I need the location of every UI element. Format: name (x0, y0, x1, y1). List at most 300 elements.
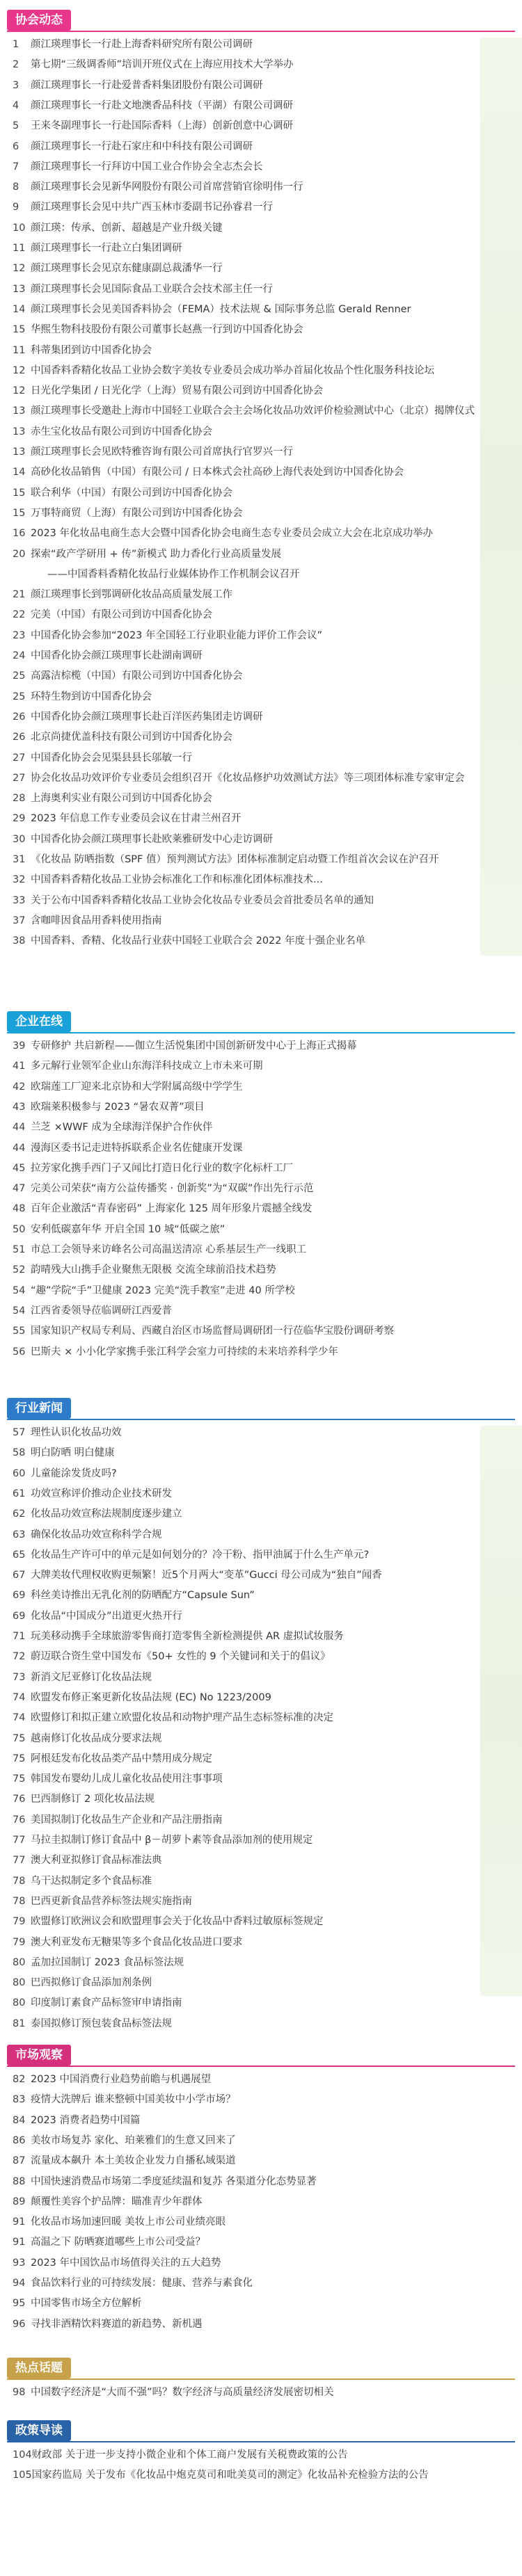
entry-title: 泰国拟修订预包装食品标签法规 (31, 2018, 172, 2029)
entry-title: 颜江瑛理事长会见美国香料协会（FEMA）技术法规 & 国际事务总监 Gerald Renner (31, 303, 411, 315)
section-title: 市场观察 (7, 2045, 71, 2066)
toc-entry[interactable] (13, 1199, 515, 1218)
page-number: 1 (13, 39, 19, 50)
page-number: 12 (13, 263, 26, 275)
toc-entry[interactable] (13, 789, 515, 808)
page-number: 20 (13, 548, 26, 560)
entry-title: 美国拟制订化妆品生产企业和产品注册指南 (31, 1814, 223, 1826)
entry-title: 多元解行业领军企业山东海洋科技成立上市未来可期 (31, 1061, 263, 1072)
toc-entry[interactable] (13, 1138, 515, 1158)
toc-entry[interactable] (13, 1342, 515, 1362)
toc-entry[interactable] (13, 137, 515, 156)
toc-entry[interactable] (13, 2192, 515, 2212)
page-number: 79 (13, 1936, 26, 1948)
toc-entry[interactable] (13, 35, 515, 54)
toc-entry[interactable] (13, 809, 515, 828)
toc-entry[interactable] (13, 1220, 515, 1239)
toc-entry[interactable] (13, 1077, 515, 1097)
entry-title: 巴西更新食品营养标签法规实施指南 (31, 1895, 192, 1907)
toc-entry[interactable] (13, 239, 515, 258)
page-number: 3 (13, 79, 19, 91)
entry-title: 颜江瑛理事长会见新华网股份有限公司首席营销官徐明伟一行 (31, 182, 303, 193)
toc-entry[interactable] (13, 300, 515, 319)
toc-entry[interactable] (13, 1993, 515, 2013)
entry-title: 探索“政产学研用 + 传”新模式 助力香化行业高质量发展 (31, 548, 281, 560)
entry-title: 完美（中国）有限公司到访中国香化协会 (31, 609, 212, 621)
page-number: 11 (13, 243, 26, 254)
toc-entry[interactable] (13, 259, 515, 278)
entry-title: 确保化妆品功效宣称科学合规 (31, 1529, 162, 1540)
entry-title: 孟加拉国制订 2023 食品标签法规 (31, 1956, 184, 1968)
toc-entry[interactable] (13, 1301, 515, 1321)
page-number: 43 (13, 1101, 26, 1113)
toc-entry[interactable] (13, 2172, 515, 2191)
page-number: 62 (13, 1508, 26, 1520)
entry-title: 美妆市场复苏 家化、珀莱雅们的生意又回来了 (31, 2134, 236, 2146)
toc-entry[interactable] (13, 911, 515, 931)
toc-entry[interactable] (13, 280, 515, 299)
page-number: 11 (13, 344, 26, 356)
entry-title: 高露洁棕榄（中国）有限公司到访中国香化协会 (31, 670, 243, 682)
page-number: 5 (13, 120, 19, 132)
toc-entry[interactable] (13, 524, 515, 543)
entry-title: 赤生宝化妆品有限公司到访中国香化协会 (31, 426, 212, 437)
entry-title: 科蒂集团到访中国香化协会 (31, 344, 152, 356)
toc-entry[interactable] (13, 2111, 515, 2130)
entry-title: 玩美移动携手全球旅游零售商打造零售全新检测提供 AR 虚拟试妆服务 (31, 1631, 344, 1642)
entry-title: 儿童能涂发货皮吗? (31, 1467, 117, 1479)
page-number: 69 (13, 1610, 26, 1622)
toc-entry[interactable] (13, 891, 515, 910)
entry-title: 华熙生物科技股份有限公司董事长赵燕一行到访中国香化协会 (31, 324, 303, 336)
toc-entry[interactable] (13, 1321, 515, 1341)
toc-entry[interactable] (13, 157, 515, 177)
entry-title: 完美公司荣获“南方公益传播奖 · 创新奖”为“双碳”作出先行示范 (31, 1183, 314, 1195)
entry-title: 食品饮料行业的可持续发展：健康、营养与素食化 (31, 2278, 253, 2289)
entry-title: 化妆品生产许可中的单元是如何划分的？冷干粉、指甲油属于什么生产单元? (31, 1549, 370, 1561)
entry-title: 明白防晒 明白健康 (31, 1447, 115, 1459)
entry-title: 中国香化协会会见渠县县长邬敏一行 (31, 752, 192, 764)
page-number: 93 (13, 2257, 26, 2269)
page-number: 75 (13, 1732, 26, 1744)
page-number: 60 (13, 1467, 26, 1479)
toc-entry[interactable] (13, 1789, 515, 1809)
toc-entry[interactable] (13, 1260, 515, 1280)
entry-title: 百年企业激活“青春密码” 上海家化 125 周年形象片震撼全线发 (31, 1203, 313, 1215)
page-number: 30 (13, 833, 26, 845)
page-number: 71 (13, 1631, 26, 1642)
toc-entry[interactable] (13, 2090, 515, 2109)
entry-title: 中国零售市场全方位解析 (31, 2298, 142, 2310)
toc-entry[interactable] (13, 462, 515, 482)
toc-entry[interactable] (13, 341, 515, 360)
toc-entry[interactable] (13, 422, 515, 442)
entry-title: 阿根廷发布化妆品类产品中禁用成分规定 (31, 1753, 212, 1764)
toc-entry[interactable] (13, 504, 515, 523)
page-number: 74 (13, 1691, 26, 1703)
toc-entry[interactable] (13, 1240, 515, 1259)
page-number: 55 (13, 1326, 26, 1337)
toc-entry[interactable] (13, 2294, 515, 2313)
page-number: 54 (13, 1305, 26, 1317)
entry-title: 含咖啡因食品用香料使用指南 (31, 915, 162, 926)
toc-entry[interactable] (13, 748, 515, 768)
toc-entry[interactable] (13, 2131, 515, 2150)
page-number: 28 (13, 793, 26, 805)
section-divider (7, 31, 515, 32)
toc-entry[interactable] (13, 1097, 515, 1117)
entry-title: 关于公布中国香料香精化妆品工业协会化妆品专业委员会首批委员名单的通知 (31, 894, 374, 906)
page-number: 65 (13, 1549, 26, 1561)
toc-subtitle[interactable] (29, 565, 515, 584)
toc-entry[interactable] (13, 2014, 515, 2034)
entry-title: 颠覆性美容个护品牌：瞄准青少年群体 (31, 2196, 203, 2207)
toc-entry[interactable] (13, 646, 515, 666)
toc-entry[interactable] (13, 2465, 515, 2485)
toc-entry[interactable] (13, 381, 515, 401)
toc-entry[interactable] (13, 55, 515, 74)
page-number: 26 (13, 711, 26, 723)
toc-entry[interactable] (13, 2315, 515, 2334)
page-number: 76 (13, 1794, 26, 1805)
entry-title: 安利低碳嘉年华 开启全国 10 城“低碳之旅” (31, 1223, 226, 1235)
page-number: 38 (13, 935, 26, 947)
page-number: 61 (13, 1488, 26, 1499)
page-number: 26 (13, 732, 26, 743)
entry-title: 颜江瑛理事长受邀赴上海市中国轻工业联合会主会场化妆品功效评价检验测试中心（北京）揭牌仪式 (31, 405, 475, 417)
toc-entry[interactable] (13, 1586, 515, 1605)
entry-title: 韵晴残大山携手企业聚焦无限极 交流全球前沿技术趋势 (31, 1264, 276, 1276)
toc-entry[interactable] (13, 2445, 515, 2465)
entry-title: 环特生物到访中国香化协会 (31, 691, 152, 702)
toc-entry[interactable] (13, 2383, 515, 2402)
page-number: 58 (13, 1447, 26, 1459)
entry-title: 王来冬副理事长一行赴国际香料（上海）创新创意中心调研 (31, 120, 293, 132)
page-number: 15 (13, 487, 26, 499)
page-number: 56 (13, 1346, 26, 1358)
section-divider (7, 2378, 515, 2380)
toc-entry[interactable] (13, 1484, 515, 1504)
entry-title: 蔚迈联合资生堂中国发布《50+ 女性的 9 个关键词和关于的倡议》 (31, 1651, 331, 1663)
toc-entry[interactable] (13, 850, 515, 869)
section-industry (0, 1398, 522, 2029)
entry-title: 财政部 关于进一步支持小微企业和个体工商户发展有关税费政策的公告 (31, 2449, 348, 2461)
page-number: 10 (13, 222, 26, 234)
section-title: 热点话题 (7, 2358, 71, 2378)
entry-title: 北京尚捷优盖科技有限公司到访中国香化协会 (31, 732, 232, 743)
page-number: 31 (13, 854, 26, 865)
entry-title: 马拉圭拟制订修订食品中 β－胡萝卜素等食品添加剂的使用规定 (31, 1835, 313, 1846)
toc-entry[interactable] (13, 768, 515, 788)
section-title: 行业新闻 (7, 1398, 71, 1419)
page-number: 88 (13, 2175, 26, 2187)
page-number: 22 (13, 609, 26, 621)
toc-entry[interactable] (13, 1871, 515, 1891)
page-number: 83 (13, 2094, 26, 2106)
toc-entry[interactable] (13, 1810, 515, 1830)
toc-entry[interactable] (13, 1464, 515, 1483)
toc-entry[interactable] (13, 1912, 515, 1931)
toc-entry[interactable] (13, 1118, 515, 1137)
page-number: 2 (13, 59, 19, 71)
toc-entry[interactable] (13, 1688, 515, 1707)
entry-title: 颜江瑛理事长会见京东健康副总裁潘华一行 (31, 263, 223, 275)
toc-entry[interactable] (13, 2273, 515, 2293)
page-number: 39 (13, 1040, 26, 1052)
page-number: 37 (13, 915, 26, 926)
page-number: 52 (13, 1264, 26, 1276)
page-number: 13 (13, 446, 26, 458)
page-number: 57 (13, 1427, 26, 1438)
toc-entry[interactable] (13, 1953, 515, 1972)
page-number: 8 (13, 182, 19, 193)
page-number: 48 (13, 1203, 26, 1215)
page-number: 4 (13, 99, 19, 111)
toc-entry[interactable] (13, 666, 515, 686)
section-policy (0, 2420, 522, 2497)
toc-entry[interactable] (13, 1729, 515, 1748)
page-number: 15 (13, 324, 26, 336)
page-number: 79 (13, 1916, 26, 1928)
entry-title: 流量成本飙升 本土美妆企业发力自播私域渠道 (31, 2155, 236, 2167)
toc-entry[interactable] (13, 1159, 515, 1178)
page-number: 25 (13, 670, 26, 682)
page-number: 14 (13, 303, 26, 315)
page-number: 14 (13, 467, 26, 478)
toc-entry[interactable] (13, 585, 515, 604)
page-number: 47 (13, 1183, 26, 1195)
page-number: 27 (13, 752, 26, 764)
page-number: 12 (13, 364, 26, 376)
entry-title: 2023 年中国饮品市场值得关注的五大趋势 (31, 2257, 221, 2269)
entry-title: 欧瑞莱积极参与 2023 “暑农双菁”项目 (31, 1101, 205, 1113)
entry-title: 第七期“三级调香师”培训开班仪式在上海应用技术大学举办 (31, 59, 294, 71)
page-number: 23 (13, 629, 26, 641)
toc-entry[interactable] (13, 2212, 515, 2232)
section-title: 政策导读 (7, 2420, 71, 2441)
entry-title: 乌干达拟制定多个食品标准 (31, 1875, 152, 1887)
entry-title: 上海奥利实业有限公司到访中国香化协会 (31, 793, 212, 805)
toc-entry[interactable] (13, 1769, 515, 1789)
section-divider (7, 2441, 515, 2442)
toc-entry[interactable] (13, 605, 515, 625)
toc-entry[interactable] (13, 1443, 515, 1463)
toc-entry[interactable] (13, 1851, 515, 1870)
toc-entry[interactable] (13, 1933, 515, 1952)
page-number: 51 (13, 1244, 26, 1255)
entry-title: 拉芳家化携手西门子又闻比打造日化行业的数字化标杆工厂 (31, 1162, 293, 1174)
toc-entry[interactable] (13, 1749, 515, 1769)
toc-entry[interactable] (13, 707, 515, 727)
page-number: 33 (13, 894, 26, 906)
page-number: 77 (13, 1855, 26, 1867)
entry-title: 韩国发布婴幼儿成儿童化妆品使用注事事项 (31, 1773, 223, 1785)
toc-entry[interactable] (13, 1830, 515, 1850)
page-number: 80 (13, 1956, 26, 1968)
entry-title: 颜江瑛理事长会见国际食品工业联合会技术部主任一行 (31, 283, 273, 295)
entry-title: 巴西制修订 2 项化妆品法规 (31, 1794, 155, 1805)
toc-entry[interactable] (13, 1565, 515, 1585)
entry-title: 科丝美诗推出无乳化剂的防晒配方“Capsule Sun” (31, 1590, 255, 1602)
entry-title: 颜江瑛：传承、创新、超越是产业升级关键 (31, 222, 223, 234)
page-number: 27 (13, 772, 26, 784)
page-number: 7 (13, 161, 19, 172)
toc-entry[interactable] (13, 320, 515, 339)
entry-title: 中国香化协会参加“2023 年全国轻工行业职业能力评价工作会议” (31, 629, 323, 641)
toc-entry[interactable] (13, 1525, 515, 1545)
page-number: 74 (13, 1712, 26, 1724)
entry-title: 理性认识化妆品功效 (31, 1427, 122, 1438)
page-number: 6 (13, 140, 19, 152)
toc-entry[interactable] (13, 2070, 515, 2089)
toc-entry[interactable] (13, 1892, 515, 1911)
toc-entry[interactable] (13, 218, 515, 238)
page-number: 94 (13, 2278, 26, 2289)
entry-title: 颜江瑛理事长一行赴爱普香料集团股份有限公司调研 (31, 79, 263, 91)
page-number: 44 (13, 1142, 26, 1154)
toc-entry[interactable] (13, 76, 515, 95)
page-number: 29 (13, 813, 26, 825)
entry-title: 澳大利亚拟修订食品标准法典 (31, 1855, 162, 1867)
entry-title: 澳大利亚发布无糖果等多个食品化妆品进口要求 (31, 1936, 243, 1948)
section-title: 企业在线 (7, 1011, 71, 1032)
toc-entry[interactable] (13, 1607, 515, 1626)
section-divider (7, 2066, 515, 2067)
page-number: 42 (13, 1081, 26, 1093)
page-number: 13 (13, 283, 26, 295)
page-number: 44 (13, 1122, 26, 1134)
toc-entry[interactable] (13, 2151, 515, 2171)
toc-entry[interactable] (13, 96, 515, 115)
toc-entry[interactable] (13, 177, 515, 197)
entry-title: 疫情大洗牌后 谁来整顿中国美妆中小学市场？ (31, 2094, 236, 2106)
page-number: 82 (13, 2074, 26, 2085)
page-number: 91 (13, 2237, 26, 2248)
toc-entry[interactable] (13, 727, 515, 747)
toc-entry[interactable] (13, 1504, 515, 1524)
entry-title: 中国快速消费品市场第二季度延续温和复苏 各渠道分化态势显著 (31, 2175, 317, 2187)
entry-title: 化妆品市场加速回暖 美妆上市公司业绩亮眼 (31, 2216, 226, 2228)
entry-title: 中国香化协会颜江瑛理事长赴百洋医药集团走访调研 (31, 711, 263, 723)
entry-title: 联合利华（中国）有限公司到访中国香化协会 (31, 487, 232, 499)
entry-title: 中国数字经济是“大而不强”吗？数字经济与高质量经济发展密切相关 (31, 2387, 334, 2398)
entry-title: 高温之下 防晒赛道哪些上市公司受益？ (31, 2237, 206, 2248)
toc-entry[interactable] (13, 545, 515, 564)
entry-title: 化妆品功效宣称法规制度逐步建立 (31, 1508, 182, 1520)
page-number: 87 (13, 2155, 26, 2167)
page-number: 13 (13, 426, 26, 437)
entry-title: 中国香化协会颜江瑛理事长赴欧莱雅研发中心走访调研 (31, 833, 273, 845)
page-number: 75 (13, 1773, 26, 1785)
toc-entry[interactable] (13, 830, 515, 849)
page-number: 67 (13, 1570, 26, 1581)
entry-title: 2023 年化妆品电商生态大会暨中国香化协会电商生态专业委员会成立大会在北京成功举办 (31, 528, 434, 540)
entry-title: 2023 中国消费行业趋势前瞻与机遇展望 (31, 2074, 212, 2085)
toc-entry[interactable] (13, 1627, 515, 1646)
toc-entry[interactable] (13, 198, 515, 217)
toc-entry[interactable] (13, 1708, 515, 1728)
entry-title: 漫海区委书记走进特拆联系企业名佐健康开发课 (31, 1142, 243, 1154)
toc-entry[interactable] (13, 361, 515, 380)
toc-entry[interactable] (13, 1423, 515, 1442)
entry-title: 寻找非酒精饮料赛道的新趋势、新机遇 (31, 2318, 203, 2330)
entry-title: 颜江瑛理事长一行赴上海香料研究所有限公司调研 (31, 39, 253, 50)
entry-title: 颜江瑛理事长到鄂调研化妆品高质量发展工作 (31, 589, 232, 601)
page-number: 13 (13, 405, 26, 417)
toc-entry[interactable] (13, 401, 515, 421)
section-divider (7, 1419, 515, 1420)
page-number: 78 (13, 1895, 26, 1907)
page-number: 15 (13, 507, 26, 519)
toc-entry[interactable] (13, 2232, 515, 2252)
page-number: 76 (13, 1814, 26, 1826)
toc-entry[interactable] (13, 870, 515, 889)
entry-title: 巴西拟修订食品添加剂条例 (31, 1977, 152, 1989)
toc-entry[interactable] (13, 1647, 515, 1666)
entry-title: 越南修订化妆品成分要求法规 (31, 1732, 162, 1744)
toc-entry[interactable] (13, 1281, 515, 1301)
entry-title: 颜江瑛理事长一行拜访中国工业合作协会全志杰会长 (31, 161, 263, 172)
entry-title: 印度制订素食产品标签审申请指南 (31, 1997, 182, 2009)
entry-title: 化妆品“中国成分”出道更火热开行 (31, 1610, 183, 1622)
page-number: 96 (13, 2318, 26, 2330)
entry-title: 市总工会领导来访峰名公司高温送清凉 心系基层生产一线职工 (31, 1244, 307, 1255)
entry-title: 中国香料香精化妆品工业协会数字美妆专业委员会成功举办首届化妆品个性化服务科技论坛 (31, 364, 434, 376)
page-number: 95 (13, 2298, 26, 2310)
toc-entry[interactable] (13, 2253, 515, 2273)
page-number: 81 (13, 2018, 26, 2029)
toc-entry[interactable] (13, 931, 515, 951)
entry-title: 国家知识产权局专利局、西藏自治区市场监督局调研团一行莅临华宝股份调研考察 (31, 1326, 394, 1337)
entry-title: 国家药监局 关于发布《化妆品中炮克莫司和吡美莫司的测定》化妆品补充检验方法的公告 (31, 2470, 429, 2481)
section-association (0, 10, 522, 983)
toc-entry[interactable] (13, 483, 515, 503)
toc-entry[interactable] (13, 1036, 515, 1056)
entry-title: 《化妆品 防晒指数（SPF 值）预判测试方法》团体标准制定启动暨工作组首次会议在沪召开 (31, 854, 439, 865)
toc-entry[interactable] (13, 1179, 515, 1198)
toc-entry[interactable] (13, 687, 515, 707)
entry-title: 大牌美妆代理权收购更频繁！近5个月两大“变革”Gucci 母公司成为“独自”闻香 (31, 1570, 382, 1581)
toc-entry[interactable] (13, 1056, 515, 1076)
entry-title: 协会化妆品功效评价专业委员会组织召开《化妆品修护功效测试方法》等三项团体标准专家审定会 (31, 772, 465, 784)
section-enterprise (0, 1011, 522, 1373)
toc-entry[interactable] (13, 442, 515, 462)
toc-entry[interactable] (13, 116, 515, 136)
page-number: 91 (13, 2216, 26, 2228)
toc-entry[interactable] (13, 1545, 515, 1565)
entry-title: 颜江瑛理事长一行赴石家庄和中科技有限公司调研 (31, 140, 253, 152)
section-title: 协会动态 (7, 10, 71, 31)
section-hot-topics (0, 2358, 522, 2413)
toc-entry[interactable] (13, 1668, 515, 1687)
toc-entry[interactable] (13, 1973, 515, 1993)
toc-entry[interactable] (13, 626, 515, 645)
entry-title: ——中国香料香精化妆品行业媒体协作工作机制会议召开 (47, 568, 300, 580)
page-number: 69 (13, 1590, 26, 1602)
entry-title: 颜江瑛理事长会见欧特雅咨询有限公司首席执行官罗兴一行 (31, 446, 293, 458)
page-number: 25 (13, 691, 26, 702)
page-number: 78 (13, 1875, 26, 1887)
entry-title: 中国香料香精化妆品工业协会标准化工作和标准化团体标准技术... (31, 874, 323, 886)
page-number: 16 (13, 528, 26, 540)
page-number: 75 (13, 1753, 26, 1764)
entry-title: 功效宣称评价推动企业技术研发 (31, 1488, 172, 1499)
entry-title: 颜江瑛理事长一行赴立白集团调研 (31, 243, 182, 254)
page-number: 84 (13, 2114, 26, 2126)
entry-title: 巴斯夫 × 小小化学家携手张江科学会室力可持续的未来培养科学少年 (31, 1346, 338, 1358)
section-market (0, 2045, 522, 2330)
page-number: 45 (13, 1162, 26, 1174)
